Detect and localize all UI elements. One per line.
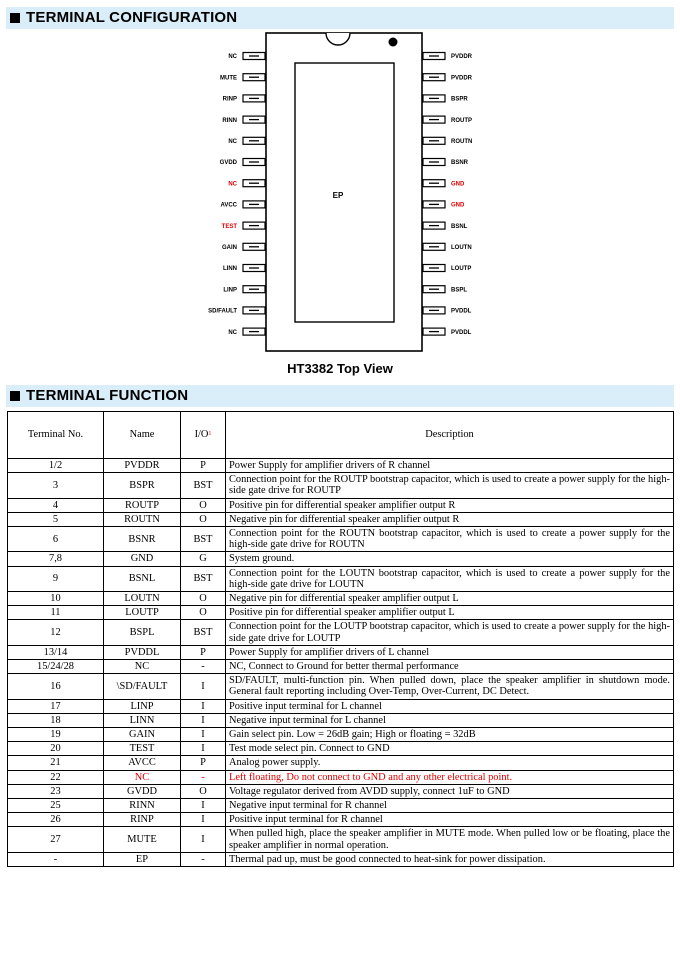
io-type-cell: O <box>181 606 226 620</box>
terminal-number-cell: 16 <box>8 674 104 699</box>
table-row <box>8 660 674 674</box>
left-pin <box>228 137 265 145</box>
right-pin <box>423 222 468 230</box>
terminal-number-cell: 13/14 <box>8 645 104 659</box>
description-cell: Connection point for the ROUTN bootstrap capacitor, which is used to create a power supply for the high-side gate drive for ROUTN <box>226 527 674 552</box>
pin-label: PVDDR <box>451 75 473 82</box>
table-row <box>8 742 674 756</box>
table-row <box>8 566 674 591</box>
description-cell: NC, Connect to Ground for better thermal performance <box>226 660 674 674</box>
description-cell: Left floating, Do not connect to GND and any other electrical point. <box>226 770 674 784</box>
terminal-number-cell: 5 <box>8 512 104 526</box>
pin-label: PVDDL <box>451 308 472 315</box>
terminal-number-cell: - <box>8 852 104 866</box>
terminal-function-header <box>6 385 674 407</box>
pin-label: SD/FAULT <box>208 308 237 315</box>
terminal-number-cell: 4 <box>8 498 104 512</box>
description-cell: Gain select pin. Low = 26dB gain; High or floating = 32dB <box>226 728 674 742</box>
pin-label: NC <box>228 329 237 336</box>
io-type-cell: I <box>181 799 226 813</box>
right-pin <box>423 137 472 145</box>
table-row <box>8 728 674 742</box>
left-pin <box>223 95 265 103</box>
pin1-dot-icon <box>389 38 398 47</box>
right-pin <box>423 116 472 124</box>
pin-name-cell: TEST <box>104 742 181 756</box>
right-pin <box>423 265 471 273</box>
terminal-function-table <box>7 411 674 867</box>
terminal-number-cell: 11 <box>8 606 104 620</box>
section-title: TERMINAL FUNCTION <box>26 387 189 404</box>
table-header-row <box>8 412 674 459</box>
pin-label: TEST <box>221 223 237 230</box>
table-row <box>8 459 674 473</box>
right-pin <box>423 243 472 251</box>
table-row <box>8 498 674 512</box>
description-cell: Connection point for the LOUTP bootstrap capacitor, which is used to create a power supply for the high-side gate drive for LOUTP <box>226 620 674 645</box>
description-cell: Thermal pad up, must be good connected to heat-sink for power dissipation. <box>226 852 674 866</box>
terminal-number-cell: 3 <box>8 473 104 498</box>
pin-name-cell: GND <box>104 552 181 566</box>
pin-name-cell: BSNL <box>104 566 181 591</box>
terminal-number-cell: 15/24/28 <box>8 660 104 674</box>
table-row <box>8 512 674 526</box>
pin-label: LOUTN <box>451 245 472 251</box>
io-type-cell: I <box>181 713 226 727</box>
pin-label: NC <box>228 181 237 188</box>
pin-name-cell: EP <box>104 852 181 866</box>
table-row <box>8 527 674 552</box>
pin-label: LOUTP <box>451 266 472 273</box>
terminal-number-cell: 20 <box>8 742 104 756</box>
terminal-number-cell: 25 <box>8 799 104 813</box>
left-pin <box>223 286 265 294</box>
pin-name-cell: \SD/FAULT <box>104 674 181 699</box>
table-row <box>8 852 674 866</box>
pin-label: NC <box>228 54 237 61</box>
pin-label: MUTE <box>220 75 237 82</box>
pin-name-cell: PVDDR <box>104 459 181 473</box>
io-type-cell: G <box>181 552 226 566</box>
io-type-cell: I <box>181 699 226 713</box>
terminal-number-cell: 23 <box>8 784 104 798</box>
right-pin <box>423 286 467 294</box>
description-cell: Analog power supply. <box>226 756 674 770</box>
exposed-pad <box>295 63 394 322</box>
right-pin <box>423 53 473 61</box>
left-pin <box>220 201 265 209</box>
pin-label: GVDD <box>219 160 237 167</box>
table-row <box>8 799 674 813</box>
io-type-cell: - <box>181 770 226 784</box>
description-cell: Voltage regulator derived from AVDD supply, connect 1uF to GND <box>226 784 674 798</box>
io-type-cell: - <box>181 852 226 866</box>
pin-name-cell: LOUTP <box>104 606 181 620</box>
right-pin <box>423 180 465 188</box>
description-cell: Positive pin for differential speaker amplifier output L <box>226 606 674 620</box>
right-pin <box>423 201 465 209</box>
pin-name-cell: AVCC <box>104 756 181 770</box>
pin-name-cell: GVDD <box>104 784 181 798</box>
ic-package <box>266 33 422 351</box>
left-pin <box>222 116 265 124</box>
table-row <box>8 674 674 699</box>
pin-name-cell: PVDDL <box>104 645 181 659</box>
pin-name-cell: BSPR <box>104 473 181 498</box>
io-type-cell: O <box>181 784 226 798</box>
pin-name-cell: ROUTN <box>104 512 181 526</box>
terminal-number-cell: 9 <box>8 566 104 591</box>
description-cell: Power Supply for amplifier drivers of L channel <box>226 645 674 659</box>
io-type-cell: I <box>181 674 226 699</box>
pin-label: BSNR <box>451 160 469 167</box>
bullet-square-icon <box>10 391 20 401</box>
io-type-cell: - <box>181 660 226 674</box>
table-row <box>8 473 674 498</box>
terminal-number-cell: 17 <box>8 699 104 713</box>
description-cell: Negative input terminal for R channel <box>226 799 674 813</box>
pin-name-cell: NC <box>104 660 181 674</box>
left-pin <box>228 180 265 188</box>
terminal-number-cell: 22 <box>8 770 104 784</box>
terminal-number-cell: 10 <box>8 592 104 606</box>
pin-label: RINN <box>222 117 237 124</box>
pin-name-cell: BSPL <box>104 620 181 645</box>
io-type-cell: BST <box>181 620 226 645</box>
io-type-cell: I <box>181 728 226 742</box>
io-header-text: I/O <box>194 429 209 441</box>
left-pin <box>223 265 265 273</box>
pin-name-cell: RINP <box>104 813 181 827</box>
description-cell: Negative pin for differential speaker amplifier output L <box>226 592 674 606</box>
left-pin <box>228 328 265 336</box>
right-pin <box>423 328 472 336</box>
terminal-number-cell: 12 <box>8 620 104 645</box>
table-row <box>8 827 674 852</box>
io-type-cell: BST <box>181 473 226 498</box>
io-type-cell: P <box>181 645 226 659</box>
table-row <box>8 756 674 770</box>
pin-label: AVCC <box>220 202 237 209</box>
description-cell: Negative pin for differential speaker amplifier output R <box>226 512 674 526</box>
terminal-number-cell: 27 <box>8 827 104 852</box>
pin-label: LINP <box>223 287 237 294</box>
description-cell: When pulled high, place the speaker amplifier in MUTE mode. When pulled low or be floating, place the speaker amplifier in normal operation. <box>226 827 674 852</box>
pin-label: GND <box>451 202 465 209</box>
pin-label: BSPR <box>451 96 468 103</box>
terminal-number-cell: 18 <box>8 713 104 727</box>
description-cell: SD/FAULT, multi-function pin. When pulled down, place the speaker amplifier in shutdown mode. General fault reporting including Over-Temp, Over-Current, DC Detect. <box>226 674 674 699</box>
io-type-cell: I <box>181 742 226 756</box>
pin-label: ROUTP <box>451 117 472 124</box>
pin-name-cell: LINN <box>104 713 181 727</box>
pin-label: GAIN <box>222 245 237 251</box>
table-row <box>8 770 674 784</box>
table-row <box>8 699 674 713</box>
pin-label: BSNL <box>451 223 468 230</box>
pin-name-cell: BSNR <box>104 527 181 552</box>
pin-name-cell: ROUTP <box>104 498 181 512</box>
io-type-cell: BST <box>181 527 226 552</box>
table-row <box>8 606 674 620</box>
table-row <box>8 713 674 727</box>
table-row <box>8 645 674 659</box>
pin-name-cell: MUTE <box>104 827 181 852</box>
description-cell: Positive input terminal for R channel <box>226 813 674 827</box>
left-pin <box>208 307 265 315</box>
left-pin-column <box>208 53 265 336</box>
pin-label: LINN <box>223 266 237 273</box>
description-cell: Positive pin for differential speaker amplifier output R <box>226 498 674 512</box>
pin-label: BSPL <box>451 287 468 294</box>
left-pin <box>222 243 265 251</box>
io-type-cell: I <box>181 813 226 827</box>
io-type-cell: I <box>181 827 226 852</box>
io-type-cell: P <box>181 459 226 473</box>
io-type-cell: O <box>181 592 226 606</box>
right-pin <box>423 74 473 82</box>
io-type-cell: O <box>181 498 226 512</box>
description-cell: Connection point for the LOUTN bootstrap capacitor, which is used to create a power supply for the high-side gate drive for LOUTN <box>226 566 674 591</box>
io-type-cell: O <box>181 512 226 526</box>
table-row <box>8 784 674 798</box>
pin-label: PVDDL <box>451 329 472 336</box>
io-type-cell: P <box>181 756 226 770</box>
terminal-number-cell: 1/2 <box>8 459 104 473</box>
pinout-diagram <box>0 0 680 380</box>
pin-label: PVDDR <box>451 54 473 61</box>
pin-label: GND <box>451 181 465 188</box>
pin-name-cell: RINN <box>104 799 181 813</box>
section-title: TERMINAL CONFIGURATION <box>26 9 238 26</box>
right-pin <box>423 95 468 103</box>
description-cell: System ground. <box>226 552 674 566</box>
description-cell: Negative input terminal for L channel <box>226 713 674 727</box>
left-pin <box>220 74 265 82</box>
pin-name-cell: LOUTN <box>104 592 181 606</box>
description-cell: Test mode select pin. Connect to GND <box>226 742 674 756</box>
left-pin <box>228 53 265 61</box>
description-cell: Power Supply for amplifier drivers of R channel <box>226 459 674 473</box>
pin-label: NC <box>228 139 237 145</box>
table-row <box>8 592 674 606</box>
pin-label: RINP <box>222 96 237 103</box>
pin-label: ROUTN <box>451 139 473 145</box>
table-row <box>8 813 674 827</box>
pin-name-cell: LINP <box>104 699 181 713</box>
exposed-pad-label: EP <box>332 191 344 200</box>
footnote-marker: 1 <box>208 431 212 438</box>
pin-name-cell: GAIN <box>104 728 181 742</box>
io-type-cell: BST <box>181 566 226 591</box>
terminal-number-cell: 26 <box>8 813 104 827</box>
terminal-number-cell: 21 <box>8 756 104 770</box>
col-header-description: Description <box>226 412 674 459</box>
pin-name-cell: NC <box>104 770 181 784</box>
left-pin <box>222 222 265 230</box>
right-pin <box>423 307 472 315</box>
description-cell: Connection point for the ROUTP bootstrap capacitor, which is used to create a power supply for the high-side gate drive for ROUTP <box>226 473 674 498</box>
col-header-io <box>181 412 226 459</box>
table-row <box>8 620 674 645</box>
right-pin <box>423 159 469 167</box>
right-pin-column <box>423 53 473 336</box>
left-pin <box>220 159 265 167</box>
diagram-caption: HT3382 Top View <box>287 361 393 376</box>
col-header-terminal: Terminal No. <box>8 412 104 459</box>
terminal-number-cell: 19 <box>8 728 104 742</box>
terminal-number-cell: 6 <box>8 527 104 552</box>
terminal-number-cell: 7,8 <box>8 552 104 566</box>
table-row <box>8 552 674 566</box>
description-cell: Positive input terminal for L channel <box>226 699 674 713</box>
col-header-name: Name <box>104 412 181 459</box>
